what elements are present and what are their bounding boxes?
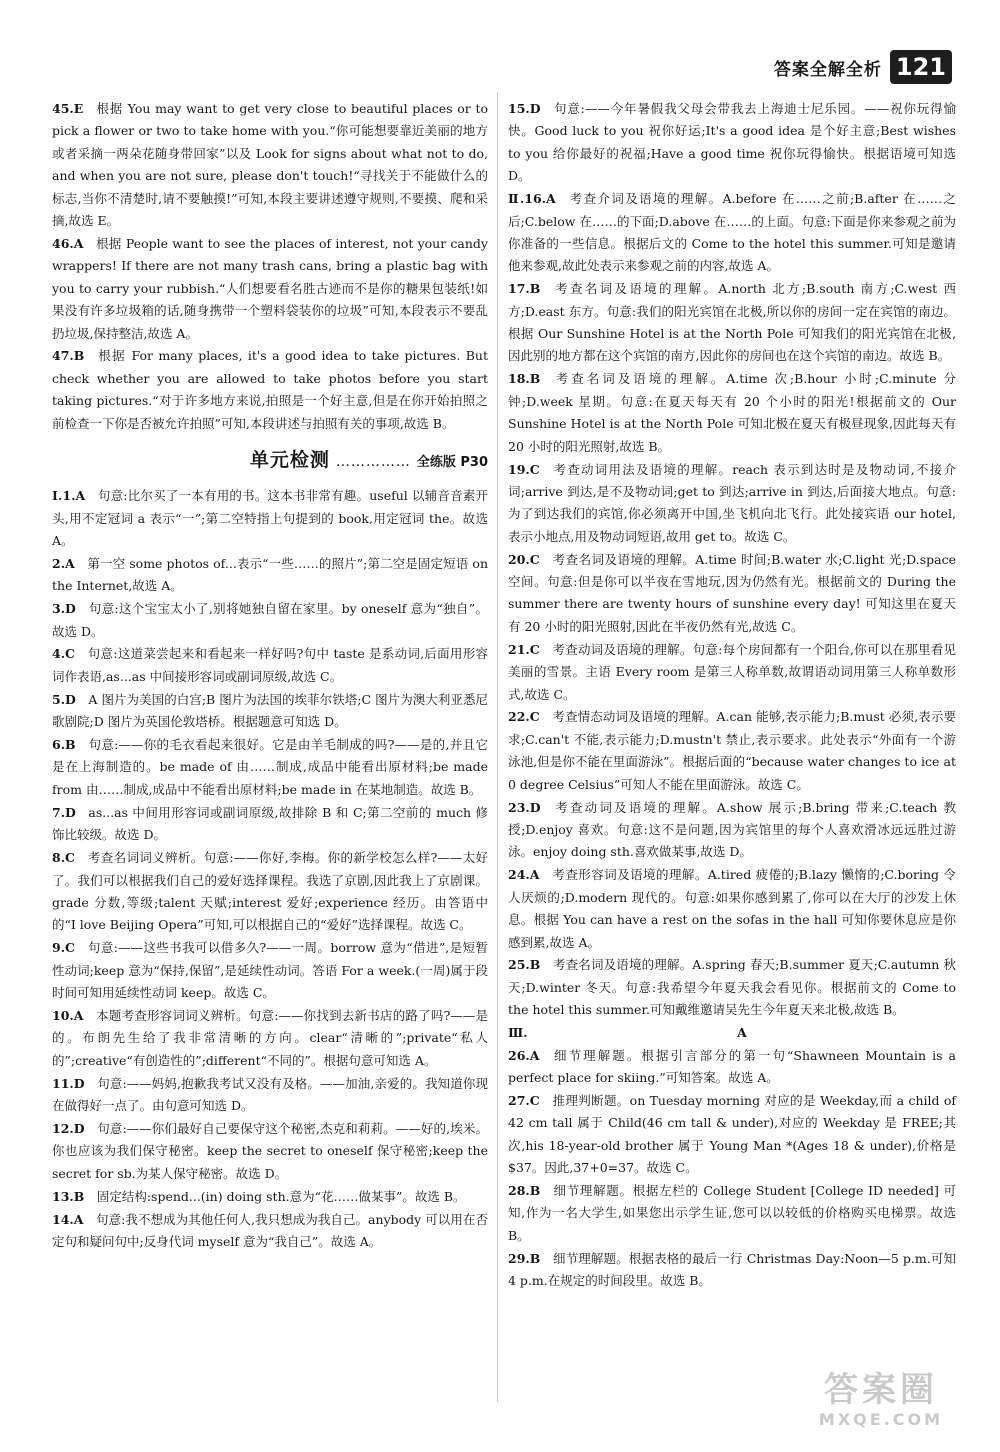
answer-number: 21.C [508,641,540,657]
answer-explanation: 根据 For many places, it's a good idea to take pictures. But check whether you are allowed to take photos before you start taking pictures.“对于许多地方来说,拍照是一个好主意,但是在你开始拍照之前检查一下你是否被允许拍照”可知,本段讲述与拍照有关的事项,故选 B。 [52,348,488,431]
answer-item [52,734,488,801]
answer-number: 5.D [52,691,76,707]
answer-explanation: 考查动词及语境的理解。A.show 展示;B.bring 带来;C.teach 教授;D.enjoy 喜欢。句意:这不是问题,因为宾馆里的每个人喜欢滑冰远远胜过游泳。enjoy doing sth.喜欢做某事,故选 D。 [508,799,956,860]
answer-explanation: 句意:比尔买了一本有用的书。这本书非常有趣。useful 以辅音音素开头,用不定冠词 a 表示“一”;第二空特指上句提到的 book,用定冠词 the。故选 A。 [52,488,488,548]
answer-number: 20.C [508,551,540,567]
answer-explanation: 根据 People want to see the places of interest, not your candy wrappers! If there are not many trash cans, bring a plastic bag with you to carry your rubbish.“人们想要看名胜古迹而不是你的糖果包装纸!如果没有许多垃圾箱的话,随身携带一个塑料袋装你的垃圾”可知,本段表示不要乱扔垃圾,保持整洁,故选 A。 [52,235,488,341]
answer-explanation: 句意:——你的毛衣看起来很好。它是由羊毛制成的吗?——是的,并且它是在上海制造的。be made of 由……制成,成品中能看出原材料;be made from 由……制成,成品中不能看出原材料;be made in 在某地制造。故选 B。 [52,737,488,797]
answer-item [508,368,956,458]
answer-number: 19.C [508,461,540,477]
answer-number: 7.D [52,804,76,820]
page-number: 121 [890,50,952,84]
answer-number: 27.C [508,1092,540,1108]
answer-item [508,797,956,864]
answer-item [52,643,488,688]
answer-number: 23.D [508,799,541,815]
answer-number: 6.B [52,737,76,753]
part-roman: Ⅲ. [508,1025,528,1041]
answer-number: 9.C [52,940,75,956]
answer-item [52,598,488,643]
answer-explanation: 句意:——今年暑假我父母会带我去上海迪士尼乐园。——祝你玩得愉快。Good luck to you 祝你好运;It's a good idea 是个好主意;Best wishes to you 给你最好的祝福;Have a good time 祝你玩得愉快。根据语境可知选 D。 [508,101,956,184]
answer-explanation: 考查介词及语境的理解。A.before 在……之前;B.after 在……之后;C.below 在……的下面;D.above 在……的上面。句意:下面是你来参观之前为你准备的一些信息。根据后文的 Come to the hotel this summer.可知是邀请他来参观,故此处表示来参观之前的内容,故选 A。 [508,191,956,274]
answer-number: 12.D [52,1120,85,1136]
part-letter: A [736,1025,747,1041]
answer-number: 13.B [52,1188,85,1204]
answer-list-top [508,98,956,1022]
answer-explanation: 句意:——你们最好自己要保守这个秘密,杰克和莉莉。——好的,埃米。你也应该为我们保守秘密。keep the secret to oneself 保守秘密;keep the secret for sb.为某人保守秘密。故选 D。 [52,1120,488,1181]
answer-item [508,1090,956,1180]
answer-item [52,1186,488,1208]
answer-number: 22.C [508,709,540,725]
answer-number: 15.D [508,101,541,116]
answer-explanation: 句意:我不想成为其他任何人,我只想成为我自己。anybody 可以用在否定句和疑问句中;反身代词 myself 意为“我自己”。故选 A。 [52,1211,488,1249]
answer-number: 28.B [508,1183,541,1198]
answer-number: 10.A [52,1007,84,1023]
answer-explanation: 细节理解题。根据引言部分的第一句“Shawneen Mountain is a perfect place for skiing.”可知答案。故选 A。 [508,1047,956,1085]
answer-item [52,689,488,734]
column-divider [497,92,498,1402]
answer-item [52,1073,488,1118]
watermark-logo [786,1370,976,1434]
watermark-top: 答案圈 [824,1370,938,1410]
answer-number: Ⅰ.1.A [52,488,86,504]
answer-number: Ⅱ.16.A [508,191,556,207]
answer-explanation: 根据 You may want to get very close to beautiful places or to pick a flower or two to take home with you.“你可能想要靠近美丽的地方或者采摘一两朵花随身带回家”以及 Look for signs about what not to do, and when you are not sure, please don't touch!“寻找关于不能做什么的标志,当你不清楚时,请不要触摸!”可知,本段主要讲述遵守规则,不要摸、爬和采摘,故选 E。 [52,101,488,229]
answer-number: 26.A [508,1047,540,1063]
answer-explanation: 考查形容词及语境的理解。A.tired 疲倦的;B.lazy 懒惰的;C.boring 令人厌烦的;D.modern 现代的。句意:如果你感到累了,你可以在大厅的沙发上休息。根据 You can have a rest on the sofas in the hall 可知你要休息应是你感到累,故选 A。 [508,867,956,950]
answer-explanation: 考查名词词义辨析。句意:——你好,李梅。你的新学校怎么样?——太好了。我们可以根据我们自己的爱好选择课程。我选了京剧,因此我上了京剧课。grade 分数,等级;talent 天赋;interest 爱好;experience 经历。由答语中的“I love Beijing Opera”可知,可以根据自己的“爱好”选择课程。故选 C。 [52,850,488,933]
header-title: 答案全解全析 [773,59,882,80]
answer-item [52,485,488,552]
answer-explanation: 第一空 some photos of...表示“一些……的照片”;第二空是固定短语 on the Internet,故选 A。 [52,555,488,594]
answer-list-bottom [52,485,488,1253]
answer-explanation: 考查名词及语境的理解。A.time 次;B.hour 小时;C.minute 分钟;D.week 星期。句意:在夏天每天有 20 个小时的阳光!根据前文的 Our Sunshine Hotel is at the North Pole 可知北极在夏天有极昼现象,因此每天有 20 小时的阳光照射,故选 B。 [508,371,956,454]
section-reference: 全练版 P30 [416,455,488,471]
answer-item [508,1248,956,1293]
answer-item [52,98,488,232]
answer-item [508,1180,956,1247]
answer-number: 2.A [52,555,75,571]
right-column [508,98,956,1293]
answer-explanation: 考查动词及语境的理解。句意:每个房间都有一个阳台,你可以在那里看见美丽的雪景。主语 Every room 是第三人称单数,故谓语动词用第三人称单数形式,故选 C。 [508,641,956,702]
answer-explanation: 考查动词用法及语境的理解。reach 表示到达时是及物动词,不接介词;arrive 到达,是不及物动词;get to 到达;arrive in 到达,后面接大地点。句意:为了到达我们的宾馆,你必须离开中国,坐飞机向北飞行。此处接宾语 our hotel,表示小地点,用及物动词短语,故用 get to。故选 C。 [508,461,956,544]
answer-explanation: 句意:——妈妈,抱歉我考试又没有及格。——加油,亲爱的。我知道你现在做得好一点了。由句意可知选 D。 [52,1075,488,1114]
answer-item [52,1005,488,1072]
answer-explanation: 本题考查形容词词义辨析。句意:——你找到去新书店的路了吗?——是的。布朗先生给了我非常清晰的方向。clear“清晰的”;private“私人的”;creative“有创造性的”;different“不同的”。根据句意可知选 A。 [52,1007,488,1068]
answer-explanation: 句意:这个宝宝太小了,别将她独自留在家里。by oneself 意为“独自”。故选 D。 [52,601,488,639]
answer-item [508,864,956,954]
section-title: 单元检测 [249,449,330,472]
answer-number: 4.C [52,646,75,662]
section-leader-dots: …………… [335,454,411,471]
left-column [52,98,488,1254]
answer-item [508,188,956,278]
answer-explanation: 考查情态动词及语境的理解。A.can 能够,表示能力;B.must 必须,表示要求;C.can't 不能,表示能力;D.mustn't 禁止,表示要求。此处表示“外面有一个游泳池,但是你不能在里面游泳”。根据后面的“because water changes to ice at 0 degree Celsius”可知人不能在里面游泳。故选 C。 [508,709,956,792]
answer-item [508,459,956,549]
answer-item [508,1045,956,1090]
answer-item [52,553,488,598]
answer-item [52,847,488,937]
answer-explanation: 细节理解题。根据左栏的 College Student [College ID needed] 可知,作为一名大学生,如果您出示学生证,您可以以较低的价格购买电梯票。故选 B。 [508,1183,956,1243]
answer-list-top [52,98,488,435]
part-heading [508,1022,956,1044]
answer-explanation: 推理判断题。on Tuesday morning 对应的是 Weekday,而 a child of 42 cm tall 属于 Child(46 cm tall & under),对应的 Weekday 是 FREE;其次,his 18-year-old brother 属于 Young Man *(Ages 18 & under),价格是 $37。因此,37+0=37。故选 C。 [508,1092,956,1176]
answer-number: 3.D [52,601,76,617]
answer-explanation: 考查名词及语境的理解。A.time 时间;B.water 水;C.light 光;D.space 空间。句意:但是你可以半夜在雪地玩,因为仍然有光。根据前文的 During the summer there are twenty hours of sunshine every day! 可知这里在夏天有 20 小时的阳光照射,因此在半夜仍然有光,故选 C。 [508,551,956,634]
page-header [774,46,952,88]
answer-item [508,954,956,1021]
answer-number: 45.E [52,101,84,116]
section-header [52,449,488,479]
answer-explanation: A 图片为美国的白宫;B 图片为法国的埃菲尔铁塔;C 图片为澳大利亚悉尼歌剧院;D 图片为英国伦敦塔桥。根据题意可知选 D。 [52,691,488,730]
answer-item [52,233,488,345]
answer-item [508,706,956,796]
answer-explanation: as...as 中间用形容词或副词原级,故排除 B 和 C;第二空前的 much 修饰比较级。故选 D。 [52,804,488,843]
answer-number: 24.A [508,867,540,883]
answer-explanation: 句意:——这些书我可以借多久?——一周。borrow 意为“借进”,是短暂性动词;keep 意为“保持,保留”,是延续性动词。答语 For a week.(一周)属于段时间可知用延续性动词 keep。故选 C。 [52,940,488,1001]
answer-number: 25.B [508,957,541,973]
answer-explanation: 考查名词及语境的理解。A.north 北方;B.south 南方;C.west 西方;D.east 东方。句意:我们的阳光宾馆在北极,所以你的房间一定在宾馆的南边。根据 Our Sunshine Hotel is at the North Pole 可知我们的阳光宾馆在北极,因此别的地方都在这个宾馆的南方,因此你的房间也在这个宾馆的南边。故选 B。 [508,281,956,364]
answer-number: 14.A [52,1211,84,1227]
answer-item [52,1209,488,1254]
answer-explanation: 细节理解题。根据表格的最后一行 Christmas Day:Noon—5 p.m.可知 4 p.m.在规定的时间段里。故选 B。 [508,1250,956,1289]
answer-number: 47.B [52,348,85,364]
answer-item [52,937,488,1004]
answer-item [508,639,956,706]
answer-item [52,802,488,847]
answer-item [508,278,956,368]
answer-number: 18.B [508,371,541,387]
answer-number: 17.B [508,281,541,297]
answer-item [508,549,956,639]
answer-item [508,98,956,188]
answer-list-bottom [508,1045,956,1293]
answer-explanation: 固定结构:spend...(in) doing sth.意为“花……做某事”。故选 B。 [96,1188,466,1204]
answer-explanation: 考查名词及语境的理解。A.spring 春天;B.summer 夏天;C.autumn 秋天;D.winter 冬天。句意:我希望今年夏天我会看见你。根据前文的 Come to the hotel this summer.可知戴维邀请吴先生今年夏天来北极,故选 B。 [508,957,956,1018]
answer-number: 46.A [52,235,84,251]
answer-item [52,1118,488,1185]
answer-number: 29.B [508,1250,541,1266]
answer-number: 8.C [52,850,75,866]
answer-number: 11.D [52,1075,85,1091]
watermark-bottom: MXQE.COM [818,1410,944,1429]
answer-item [52,345,488,435]
answer-explanation: 句意:这道菜尝起来和看起来一样好吗?句中 taste 是系动词,后面用形容词作表语,as...as 中间接形容词或副词原级,故选 C。 [52,646,488,684]
